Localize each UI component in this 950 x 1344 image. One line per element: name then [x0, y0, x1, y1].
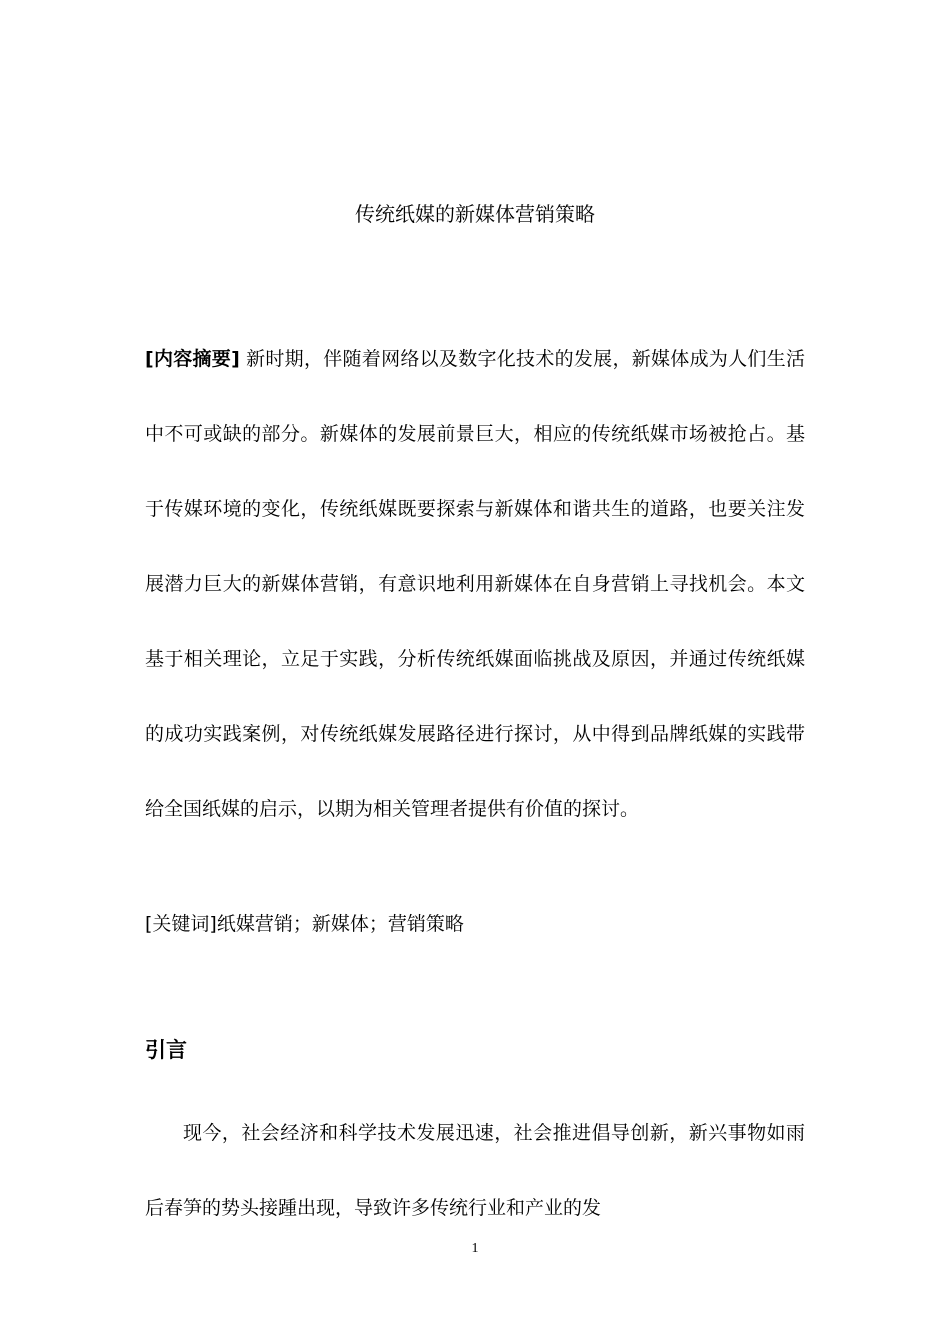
keywords-line: [145, 910, 805, 938]
document-title: 传统纸媒的新媒体营销策略: [355, 202, 595, 226]
section-heading-introduction: 引言: [145, 1038, 187, 1062]
keywords-label: [关键词]: [145, 913, 217, 935]
page-number: 1: [471, 1241, 479, 1256]
abstract-text: 新时期，伴随着网络以及数字化技术的发展，新媒体成为人们生活中不可或缺的部分。新媒体的发展前景巨大，相应的传统纸媒市场被抢占。基于传媒环境的变化，传统纸媒既要探索与新媒体和谐共生的道路，也要关注发展潜力巨大的新媒体营销，有意识地利用新媒体在自身营销上寻找机会。本文基于相关理论，立足于实践，分析传统纸媒面临挑战及原因，并通过传统纸媒的成功实践案例，对传统纸媒发展路径进行探讨，从中得到品牌纸媒的实践带给全国纸媒的启示，以期为相关管理者提供有价值的探讨。: [145, 348, 805, 820]
abstract-label: [内容摘要]: [145, 348, 240, 370]
abstract-paragraph: [145, 322, 805, 847]
keywords-text: 纸媒营销；新媒体；营销策略: [216, 913, 464, 935]
introduction-paragraph: 现今，社会经济和科学技术发展迅速，社会推进倡导创新，新兴事物如雨后春笋的势头接踵出现，导致许多传统行业和产业的发: [145, 1122, 805, 1219]
